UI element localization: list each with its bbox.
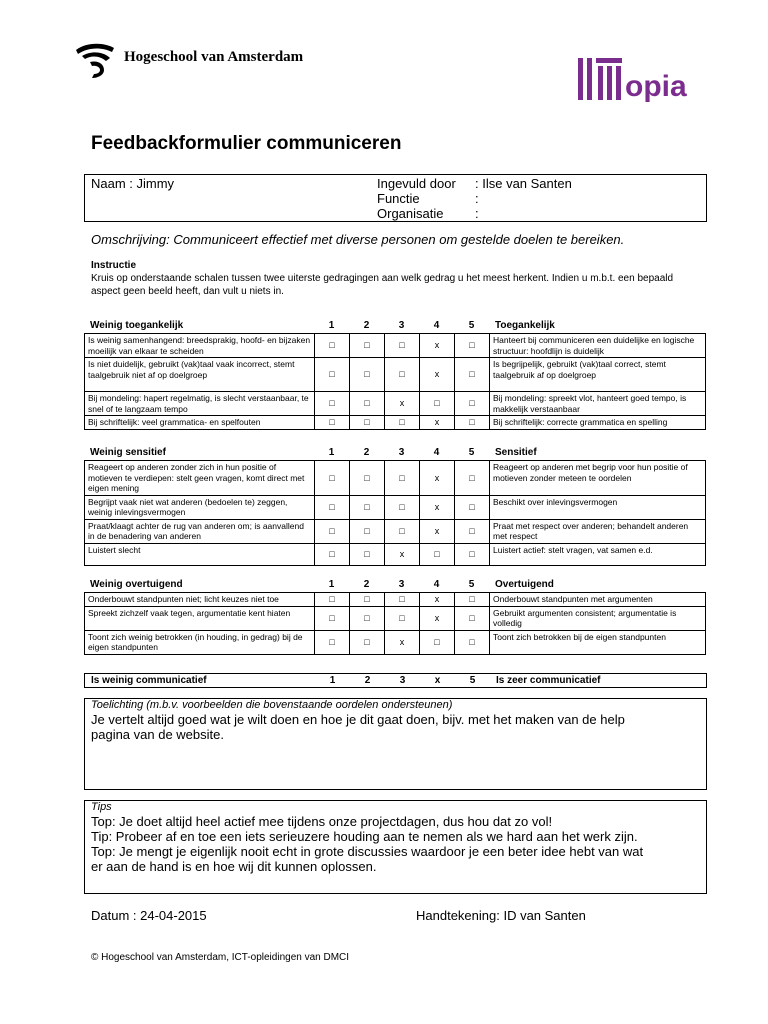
right-heading: Sensitief (495, 447, 537, 458)
scale-label: 5 (468, 447, 475, 458)
svg-text:opia: opia (625, 70, 687, 103)
organisation-label: Organisatie (377, 206, 444, 221)
name-box (84, 174, 707, 222)
rating-box[interactable]: □ (385, 495, 420, 519)
rating-box[interactable]: x (420, 519, 455, 543)
table-row (85, 519, 706, 543)
row-right: Bij mondeling: spreekt vlot, hanteert goed tempo, is makkelijk verstaanbaar (490, 392, 706, 416)
rating-box[interactable]: □ (315, 543, 350, 565)
rating-box[interactable]: □ (385, 334, 420, 358)
function-value: : (475, 191, 479, 206)
scale-label: 1 (328, 447, 335, 458)
row-left: Toont zich weinig betrokken (in houding, in gedrag) bij de eigen standpunten (85, 630, 315, 654)
summary-left: Is weinig communicatief (91, 675, 207, 686)
rating-box[interactable]: □ (455, 495, 490, 519)
rating-box[interactable]: □ (315, 606, 350, 630)
table-row (85, 593, 706, 607)
table-row (85, 495, 706, 519)
rating-box[interactable]: □ (455, 334, 490, 358)
scale-label: 3 (398, 579, 405, 590)
rating-box[interactable]: □ (315, 593, 350, 607)
rating-box[interactable]: □ (350, 593, 385, 607)
rating-box[interactable]: x (420, 416, 455, 430)
row-left: Luistert slecht (85, 543, 315, 565)
rating-box[interactable]: □ (385, 416, 420, 430)
rating-table (84, 460, 706, 566)
scale-label: 1 (328, 320, 335, 331)
tips-line: Top: Je mengt je eigenlijk nooit echt in grote discussies waardoor je een beter idee hebt van wat (91, 844, 644, 859)
rating-table (84, 333, 706, 430)
function-label: Functie (377, 191, 420, 206)
instructions-heading: Instructie (91, 260, 137, 271)
tips-box[interactable] (84, 800, 707, 894)
scale-label: 5 (468, 320, 475, 331)
summary-scale: 1 (329, 675, 336, 686)
table-row (85, 392, 706, 416)
row-left: Onderbouwt standpunten niet; licht keuzes niet toe (85, 593, 315, 607)
row-left: Begrijpt vaak niet wat anderen (bedoelen te) zeggen, weinig inlevingsvermogen (85, 495, 315, 519)
tips-line: Top: Je doet altijd heel actief mee tijdens onze projectdagen, dus hou dat zo vol! (91, 814, 553, 829)
rating-box[interactable]: □ (315, 495, 350, 519)
row-right: Luistert actief: stelt vragen, vat samen e.d. (490, 543, 706, 565)
rating-box[interactable]: □ (455, 519, 490, 543)
instructions-text: Kruis op onderstaande schalen tussen twee uiterste gedragingen aan welk gedrag u het meest herkent. Indien u m.b.t. een bepaald aspect geen beeld heeft, dan vult u niets in. (91, 273, 674, 297)
section-sensitief (84, 447, 705, 566)
page-title: Feedbackformulier communiceren (91, 133, 402, 154)
row-left: Reageert op anderen zonder zich in hun positie of motieven te verdiepen: stelt geen vragen, komt direct met eigen mening (85, 461, 315, 496)
rating-box[interactable]: □ (315, 358, 350, 392)
rating-box[interactable]: □ (385, 606, 420, 630)
hva-emblem-icon (74, 40, 116, 80)
rating-box[interactable]: □ (455, 606, 490, 630)
rating-box[interactable]: x (385, 630, 420, 654)
filled-by-label: Ingevuld door (377, 176, 456, 191)
rating-box[interactable]: □ (350, 392, 385, 416)
rating-box[interactable]: x (420, 358, 455, 392)
row-left: Bij mondeling: hapert regelmatig, is slecht verstaanbaar, te snel of te langzaam tempo (85, 392, 315, 416)
topia-logo (576, 54, 698, 104)
left-heading: Weinig overtuigend (90, 579, 183, 590)
scale-label: 3 (398, 320, 405, 331)
table-row (85, 606, 706, 630)
rating-table (84, 592, 706, 655)
rating-box[interactable]: □ (350, 358, 385, 392)
tips-line: er aan de hand is en hoe wij dit kunnen oplossen. (91, 859, 377, 874)
rating-box[interactable]: □ (420, 543, 455, 565)
rating-box[interactable]: □ (315, 630, 350, 654)
scale-label: 1 (328, 579, 335, 590)
rating-box[interactable]: □ (315, 392, 350, 416)
rating-box[interactable]: □ (455, 630, 490, 654)
scale-label: 4 (433, 320, 440, 331)
student-name: Naam : Jimmy (91, 176, 175, 191)
scale-label: 4 (433, 579, 440, 590)
rating-box[interactable]: □ (455, 416, 490, 430)
section-header (84, 320, 705, 333)
rating-box[interactable]: □ (385, 519, 420, 543)
summary-scale: 3 (399, 675, 406, 686)
scale-label: 2 (363, 320, 370, 331)
rating-box[interactable]: □ (315, 334, 350, 358)
copyright: © Hogeschool van Amsterdam, ICT-opleidingen van DMCI (91, 952, 350, 963)
scale-label: 3 (398, 447, 405, 458)
toelichting-box[interactable] (84, 698, 707, 790)
signature: Handtekening: ID van Santen (416, 908, 586, 923)
rating-box[interactable]: x (420, 461, 455, 496)
rating-box[interactable]: □ (350, 543, 385, 565)
rating-box[interactable]: x (420, 334, 455, 358)
table-row (85, 334, 706, 358)
rating-box[interactable]: □ (315, 519, 350, 543)
organisation-value: : (475, 206, 479, 221)
row-right: Reageert op anderen met begrip voor hun positie of motieven zonder meteen te oordelen (490, 461, 706, 496)
row-right: Beschikt over inlevingsvermogen (490, 495, 706, 519)
summary-right: Is zeer communicatief (496, 675, 601, 686)
scale-label: 2 (363, 447, 370, 458)
rating-box[interactable]: □ (315, 416, 350, 430)
left-heading: Weinig toegankelijk (90, 320, 184, 331)
section-toegankelijk (84, 320, 705, 430)
rating-box[interactable]: □ (350, 461, 385, 496)
row-left: Is weinig samenhangend: breedsprakig, hoofd- en bijzaken moeilijk van elkaar te scheiden (85, 334, 315, 358)
rating-box[interactable]: □ (455, 593, 490, 607)
row-right: Praat met respect over anderen; behandelt anderen met respect (490, 519, 706, 543)
row-left: Bij schriftelijk: veel grammatica- en spelfouten (85, 416, 315, 430)
rating-box[interactable]: □ (385, 593, 420, 607)
scale-label: 2 (363, 579, 370, 590)
table-row (85, 543, 706, 565)
scale-label: 5 (468, 579, 475, 590)
rating-box[interactable]: x (420, 606, 455, 630)
row-right: Hanteert bij communiceren een duidelijke en logische structuur: hoofdlijn is duidelijk (490, 334, 706, 358)
row-left: Praat/klaagt achter de rug van anderen om; is aanvallend in de benadering van anderen (85, 519, 315, 543)
rating-box[interactable]: □ (455, 543, 490, 565)
table-row (85, 630, 706, 654)
row-right: Bij schriftelijk: correcte grammatica en spelling (490, 416, 706, 430)
table-row (85, 358, 706, 392)
tips-label: Tips (91, 801, 112, 813)
rating-box[interactable]: □ (350, 416, 385, 430)
tips-line: Tip: Probeer af en toe een iets serieuzere houding aan te nemen als we hard aan het werk zijn. (91, 829, 638, 844)
summary-scale: 2 (364, 675, 371, 686)
rating-box[interactable]: x (385, 543, 420, 565)
description: Omschrijving: Communiceert effectief met diverse personen om gestelde doelen te bereiken. (91, 232, 625, 247)
scale-label: 4 (433, 447, 440, 458)
right-heading: Toegankelijk (495, 320, 555, 331)
summary-scale: 5 (469, 675, 476, 686)
rating-box[interactable]: x (420, 593, 455, 607)
rating-box[interactable]: □ (385, 358, 420, 392)
toelichting-line: Je vertelt altijd goed wat je wilt doen en hoe je dit gaat doen, bijv. met het maken van de help (91, 712, 625, 727)
rating-box[interactable]: □ (420, 392, 455, 416)
section-header (84, 447, 705, 460)
row-right: Is begrijpelijk, gebruikt (vak)taal correct, stemt taalgebruik af op doelgroep (490, 358, 706, 392)
filled-by-value: : Ilse van Santen (475, 176, 572, 191)
row-right: Toont zich betrokken bij de eigen standpunten (490, 630, 706, 654)
left-heading: Weinig sensitief (90, 447, 166, 458)
date: Datum : 24-04-2015 (91, 908, 207, 923)
rating-box[interactable]: x (385, 392, 420, 416)
section-header (84, 579, 705, 592)
toelichting-label: Toelichting (m.b.v. voorbeelden die bovenstaande oordelen ondersteunen) (91, 699, 453, 711)
rating-box[interactable]: x (420, 495, 455, 519)
rating-box[interactable]: □ (455, 358, 490, 392)
section-overtuigend (84, 579, 705, 655)
rating-box[interactable]: □ (455, 392, 490, 416)
toelichting-line: pagina van de website. (91, 727, 224, 742)
table-row (85, 461, 706, 496)
rating-box[interactable]: □ (350, 606, 385, 630)
rating-box[interactable]: □ (315, 461, 350, 496)
org-name: Hogeschool van Amsterdam (124, 48, 304, 65)
rating-box[interactable]: □ (455, 461, 490, 496)
rating-box[interactable]: □ (350, 630, 385, 654)
row-left: Is niet duidelijk, gebruikt (vak)taal vaak incorrect, stemt taalgebruik niet af op doelgroep (85, 358, 315, 392)
row-right: Gebruikt argumenten consistent; argumentatie is volledig (490, 606, 706, 630)
right-heading: Overtuigend (495, 579, 554, 590)
rating-box[interactable]: □ (350, 495, 385, 519)
table-row (85, 416, 706, 430)
rating-box[interactable]: □ (420, 630, 455, 654)
rating-box[interactable]: □ (385, 461, 420, 496)
row-left: Spreekt zichzelf vaak tegen, argumentatie kent hiaten (85, 606, 315, 630)
hva-logo (74, 40, 303, 80)
summary-scale: x (434, 675, 441, 686)
summary-row (84, 673, 707, 688)
rating-box[interactable]: □ (350, 334, 385, 358)
rating-box[interactable]: □ (350, 519, 385, 543)
row-right: Onderbouwt standpunten met argumenten (490, 593, 706, 607)
